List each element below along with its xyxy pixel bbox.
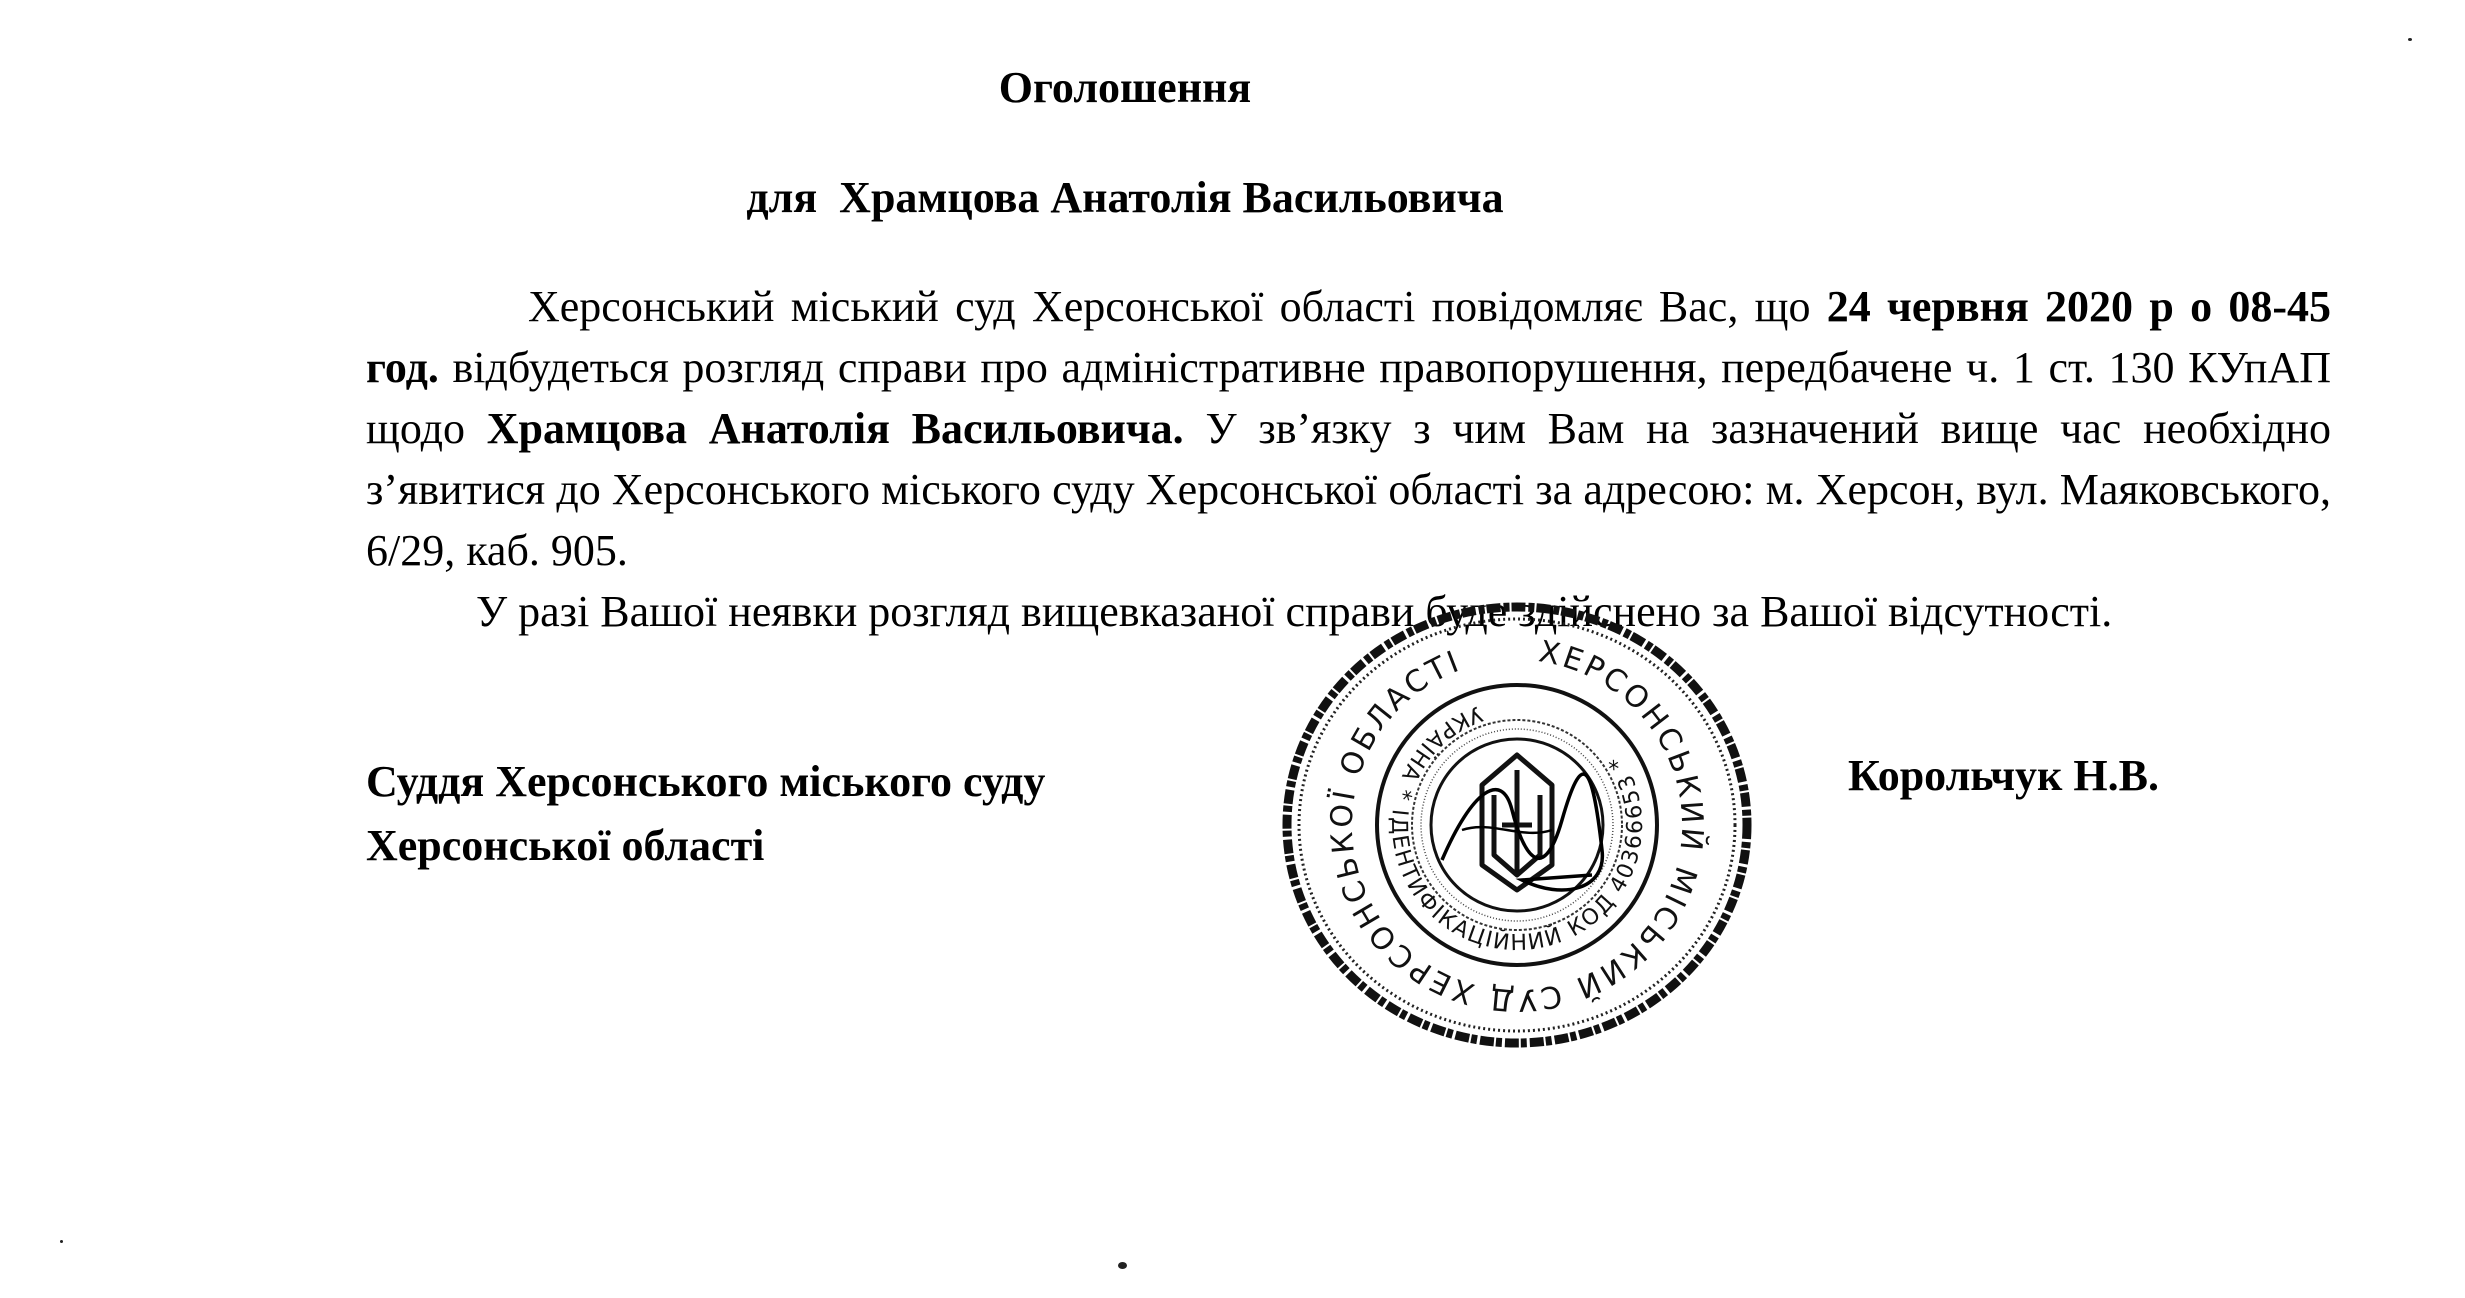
scan-speck: [60, 1240, 63, 1243]
svg-text:ХЕРСОНСЬКИЙ МІСЬКИЙ СУД ХЕРСОН: ХЕРСОНСЬКИЙ МІСЬКИЙ СУД ХЕРСОНСЬКОЇ ОБЛАСТІ: [1324, 634, 1710, 1018]
text-span: У зв’язку з чим Вам на зазначений вище час необхідно з’явитися до Херсонського міського суду Херсонської області за адресою: м. Херсон, вул. Маяковського, 6/29, каб. 905.: [366, 404, 2332, 575]
judge-position-line-1: Суддя Херсонського міського суду: [366, 757, 1046, 806]
text-span: Херсонський міський суд Херсонської області повідомляє Вас, що: [528, 282, 1827, 331]
judge-position: [366, 750, 1045, 878]
document-subtitle: для Храмцова Анатолія Васильовича: [746, 173, 1504, 222]
judge-position-line-2: Херсонської області: [366, 821, 765, 870]
svg-text:УКРАЇНА * ІДЕНТИФІКАЦІЙНИЙ КОД: УКРАЇНА * ІДЕНТИФІКАЦІЙНИЙ КОД 40366653 *: [1385, 700, 1649, 957]
judge-name: Корольчук Н.В.: [1848, 751, 2159, 800]
notice-paragraph-1: [366, 276, 2331, 581]
notice-paragraph-2: У разі Вашої неявки розгляд вищевказаної справи буде здійснено за Вашої відсутності.: [476, 587, 2113, 636]
court-seal-stamp: [1262, 590, 1772, 1060]
notice-body: [366, 276, 2331, 642]
text-span: відбудеться розгляд справи про адміністративне правопорушення, передбачене ч. 1 ст. 130 КУпАП щодо: [366, 343, 2331, 453]
defendant-name: Храмцова Анатолія Васильовича.: [486, 404, 1184, 453]
hearing-date: 24 червня 2020 р о 08-45 год.: [366, 282, 2331, 392]
scan-speck: [2408, 38, 2412, 41]
document-title: Оголошення: [998, 63, 1252, 112]
scan-speck: [1118, 1262, 1127, 1269]
